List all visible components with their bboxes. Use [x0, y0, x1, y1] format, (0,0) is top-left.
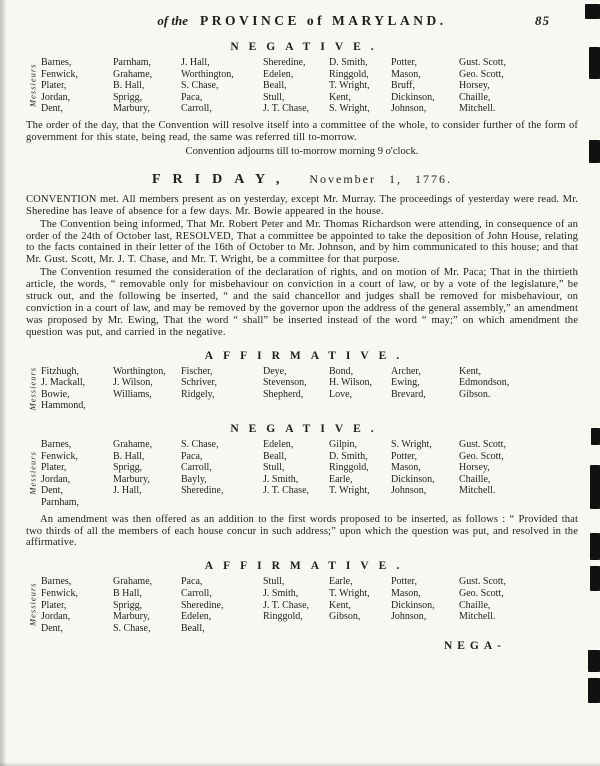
delegate-name: Ringgold, — [329, 462, 369, 474]
delegate-name: Dent, — [41, 622, 63, 634]
delegate-name: Johnson, — [391, 485, 427, 497]
delegate-name: Fenwick, — [41, 450, 78, 462]
delegate-name: Gust. Scott, — [459, 57, 506, 68]
catchword: NEGA- — [443, 640, 506, 653]
scan-artifact — [588, 678, 600, 703]
vote-column — [113, 438, 181, 509]
delegate-name: Gibson, — [329, 611, 361, 623]
delegate-name: J. T. Chase, — [263, 599, 310, 611]
delegate-name: Edelen, — [263, 439, 294, 451]
delegate-name: Ewing, — [391, 377, 420, 389]
delegate-name: Grahame, — [113, 576, 153, 588]
delegate-name: J. Mackall, — [41, 377, 86, 389]
delegate-name: Jordan, — [41, 91, 71, 103]
delegate-name: Stull, — [263, 462, 285, 474]
delegate-name: B Hall, — [113, 587, 142, 599]
delegate-name: Sprigg, — [113, 462, 143, 474]
delegate-name: Dent, — [41, 485, 63, 497]
delegate-name: Kent, — [459, 365, 481, 377]
vote-column — [391, 365, 459, 412]
delegate-name: Williams, — [113, 388, 152, 400]
delegate-name: J. Hall, — [181, 57, 210, 68]
vote-column — [459, 56, 543, 115]
scan-artifact — [590, 533, 600, 560]
scan-artifact — [589, 140, 600, 163]
vote-column — [181, 365, 263, 412]
delegate-name: Johnson, — [391, 611, 427, 623]
vote-column — [329, 56, 391, 115]
heading-negative-1: NEGATIVE. — [230, 41, 384, 53]
delegate-name: Fischer, — [181, 365, 213, 377]
messieurs-label: Messieurs — [27, 63, 38, 108]
delegate-name: Edmondson, — [459, 377, 510, 389]
delegate-name: Schriver, — [181, 377, 217, 389]
vote-column — [181, 575, 263, 634]
paragraph-amendment: An amendment was then offered as an addition to the first words proposed to be inserted, as follows : “ Provided that two thirds of all the members of each house concur in such address;” upon which the question was put, and resolved in the affirmative. — [26, 513, 578, 549]
vote-column — [41, 365, 113, 412]
delegate-name: Carroll, — [181, 103, 212, 115]
vote-table-negative-1 — [26, 56, 578, 115]
messieurs-label: Messieurs — [27, 451, 38, 496]
delegate-name: Mitchell. — [459, 103, 496, 115]
delegate-name: S. Chase, — [181, 80, 219, 92]
header-prefix: of the — [157, 13, 189, 28]
delegate-name: Ringgold, — [329, 68, 369, 80]
vote-table-negative-2 — [26, 438, 578, 509]
delegate-name: Fenwick, — [41, 68, 78, 80]
delegate-name: Chaille, — [459, 473, 491, 485]
delegate-name: Earle, — [329, 576, 353, 588]
delegate-name: Potter, — [391, 576, 417, 588]
delegate-name: Beall, — [263, 450, 287, 462]
delegate-name: J. T. Chase, — [263, 485, 310, 497]
messieurs-label: Messieurs — [27, 583, 38, 627]
delegate-name: Geo. Scott, — [459, 450, 504, 462]
delegate-name: Marbury, — [113, 103, 150, 115]
vote-table-affirmative-2 — [26, 575, 578, 634]
vote-column — [263, 365, 329, 412]
delegate-name: J. Smith, — [263, 587, 299, 599]
day-date: November 1, 1776. — [309, 171, 453, 186]
delegate-name: Carroll, — [181, 462, 212, 474]
delegate-name: Kent, — [329, 599, 351, 611]
delegate-name: Ridgely, — [181, 388, 215, 400]
vote-table-affirmative-1 — [26, 365, 578, 412]
delegate-name: S. Chase, — [181, 439, 219, 451]
delegate-name: Archer, — [391, 365, 421, 377]
delegate-name: Sprigg, — [113, 91, 143, 103]
page-number: 85 — [535, 13, 550, 28]
delegate-name: Marbury, — [113, 473, 150, 485]
delegate-name: Paca, — [181, 450, 203, 462]
delegate-name: Bayly, — [181, 473, 207, 485]
delegate-name: Brevard, — [391, 388, 426, 400]
delegate-name: Plater, — [41, 80, 67, 92]
delegate-name: T. Wright, — [329, 80, 370, 92]
vote-column — [41, 56, 113, 115]
vote-column — [113, 575, 181, 634]
delegate-name: Potter, — [391, 450, 417, 462]
delegate-name: Dickinson, — [391, 91, 435, 103]
delegate-name: Gust. Scott, — [459, 439, 506, 451]
vote-column — [391, 575, 459, 634]
vote-column — [391, 56, 459, 115]
delegate-name: Plater, — [41, 599, 67, 611]
delegate-name: J. Wilson, — [113, 377, 153, 389]
delegate-name: Paca, — [181, 576, 203, 588]
heading-affirmative-2: AFFIRMATIVE. — [204, 560, 410, 573]
delegate-name: T. Wright, — [329, 485, 370, 497]
delegate-name: Dickinson, — [391, 599, 435, 611]
delegate-name: Gilpin, — [329, 439, 358, 451]
delegate-name: Worthington, — [181, 68, 234, 80]
delegate-name: Sheredine, — [181, 599, 224, 611]
page-title: PROVINCE of MARYLAND. — [200, 13, 447, 28]
vote-column — [181, 438, 263, 509]
delegate-name: Horsey, — [459, 80, 490, 92]
delegate-name: S. Wright, — [329, 103, 370, 115]
delegate-name: S. Chase, — [113, 622, 151, 634]
delegate-name: Chaille, — [459, 91, 491, 103]
scan-artifact — [585, 4, 600, 19]
delegate-name: S. Wright, — [391, 439, 432, 451]
scan-artifact — [588, 650, 600, 672]
day-heading — [26, 170, 578, 188]
scan-artifact — [591, 428, 600, 445]
delegate-name: Grahame, — [113, 439, 153, 451]
delegate-name: Stull, — [263, 576, 285, 588]
delegate-name: Hammond, — [41, 400, 86, 412]
paragraph-resumed: The Convention resumed the consideration of the declaration of rights, and on motion of Mr. Paca; That in the thirtieth article, the words, “ removable only for misbehaviour on conviction in a court of law, or by a vote of the legislature,” be struck out, and the following be inserted, “ and the said chancellor and judges shall be removed for misbehaviour, on conviction in a court of law, and may be removed by the governor upon the address of the general assembly,” an amendment was proposed by Mr. Ewing, That the word “ shall” be inserted instead of the word “ may;” on which amendment the question was put, and carried in the negative. — [26, 267, 578, 338]
delegate-name: Gibson. — [459, 388, 491, 400]
delegate-name: Edelen, — [181, 611, 212, 623]
delegate-name: Earle, — [329, 473, 353, 485]
scan-artifact — [590, 465, 600, 509]
delegate-name: Bruff, — [391, 80, 415, 92]
scan-artifact — [590, 566, 600, 591]
scan-artifact — [589, 47, 600, 79]
vote-column — [41, 438, 113, 509]
delegate-name: Fitzhugh, — [41, 365, 80, 377]
delegate-name: Mitchell. — [459, 485, 496, 497]
heading-affirmative-1: AFFIRMATIVE. — [204, 349, 410, 362]
delegate-name: Barnes, — [41, 439, 72, 451]
delegate-name: Gust. Scott, — [459, 576, 506, 588]
delegate-name: Sprigg, — [113, 599, 143, 611]
delegate-name: Kent, — [329, 91, 351, 103]
paragraph-convention-met: CONVENTION met. All members present as on yesterday, except Mr. Murray. The proceedings of yesterday were read. Mr. Sheredine has leave of absence for a few days. Mr. Bowie appeared in the house. — [26, 193, 578, 217]
delegate-name: Fenwick, — [41, 587, 78, 599]
delegate-name: Paca, — [181, 91, 203, 103]
delegate-name: T. Wright, — [329, 587, 370, 599]
delegate-name: Dickinson, — [391, 473, 435, 485]
vote-column — [459, 438, 543, 509]
vote-column — [263, 56, 329, 115]
delegate-name: Mason, — [391, 462, 421, 474]
delegate-name: Marbury, — [113, 611, 150, 623]
delegate-name: J. Smith, — [263, 473, 299, 485]
heading-negative-2: NEGATIVE. — [230, 423, 384, 436]
paragraph-informed: The Convention being informed, That Mr. Robert Peter and Mr. Thomas Richardson were attending, in consequence of an order of the 24th of October last, RESOLVED, That a committee be appointed to take the deposition of John House, relating to the facts contained in their letter of the 16th of October to Mr. Johnson, and by him communicated to this house; and that Mr. Gust. Scott, Mr. J. T. Chase, and Mr. T. Wright, be a committee for that purpose. — [26, 218, 578, 266]
delegate-name: Grahame, — [113, 68, 153, 80]
delegate-name: Barnes, — [41, 576, 72, 588]
delegate-name: Parnham, — [113, 57, 152, 68]
delegate-name: J. T. Chase, — [263, 103, 310, 115]
delegate-name: Barnes, — [41, 57, 72, 68]
delegate-name: H. Wilson, — [329, 377, 373, 389]
vote-column — [391, 438, 459, 509]
delegate-name: Beall, — [263, 80, 287, 92]
adjournment-line: Convention adjourns till to-morrow morning 9 o'clock. — [185, 145, 419, 157]
delegate-name: Deye, — [263, 365, 287, 377]
delegate-name: Stull, — [263, 91, 285, 103]
delegate-name: Carroll, — [181, 587, 212, 599]
delegate-name: Sheredine, — [181, 485, 224, 497]
delegate-name: Plater, — [41, 462, 67, 474]
delegate-name: Bond, — [329, 365, 354, 377]
delegate-name: Horsey, — [459, 462, 490, 474]
vote-column — [329, 438, 391, 509]
delegate-name: Love, — [329, 388, 353, 400]
delegate-name: Mason, — [391, 587, 421, 599]
vote-column — [113, 365, 181, 412]
day-name: FRIDAY, — [151, 171, 292, 187]
delegate-name: Mason, — [391, 68, 421, 80]
delegate-name: Jordan, — [41, 611, 71, 623]
vote-column — [263, 575, 329, 634]
delegate-name: Stevenson, — [263, 377, 307, 389]
vote-column — [329, 575, 391, 634]
running-header — [26, 12, 578, 30]
delegate-name: Chaille, — [459, 599, 491, 611]
delegate-name: D. Smith, — [329, 450, 368, 462]
delegate-name: Parnham, — [41, 497, 80, 508]
delegate-name: Worthington, — [113, 365, 166, 377]
vote-column — [181, 56, 263, 115]
delegate-name: D. Smith, — [329, 57, 368, 68]
delegate-name: Geo. Scott, — [459, 587, 504, 599]
delegate-name: Potter, — [391, 57, 417, 68]
vote-column — [113, 56, 181, 115]
delegate-name: Dent, — [41, 103, 63, 115]
vote-column — [263, 438, 329, 509]
delegate-name: Sheredine, — [263, 57, 306, 68]
delegate-name: Johnson, — [391, 103, 427, 115]
vote-column — [459, 575, 543, 634]
delegate-name: Mitchell. — [459, 611, 496, 623]
delegate-name: Bowie, — [41, 388, 70, 400]
delegate-name: Edelen, — [263, 68, 294, 80]
delegate-name: B. Hall, — [113, 80, 145, 92]
vote-column — [459, 365, 543, 412]
delegate-name: Jordan, — [41, 473, 71, 485]
delegate-name: B. Hall, — [113, 450, 145, 462]
delegate-name: Ringgold, — [263, 611, 303, 623]
delegate-name: Beall, — [181, 622, 205, 634]
paragraph-order-of-day: The order of the day, that the Convention will resolve itself into a committee of the whole, to consider further of the form of government for this state, being read, the same was referred till to-morrow. — [26, 119, 578, 143]
delegate-name: J. Hall, — [113, 485, 142, 497]
messieurs-label: Messieurs — [27, 366, 38, 411]
delegate-name: Geo. Scott, — [459, 68, 504, 80]
vote-column — [41, 575, 113, 634]
vote-column — [329, 365, 391, 412]
delegate-name: Shepherd, — [263, 388, 304, 400]
